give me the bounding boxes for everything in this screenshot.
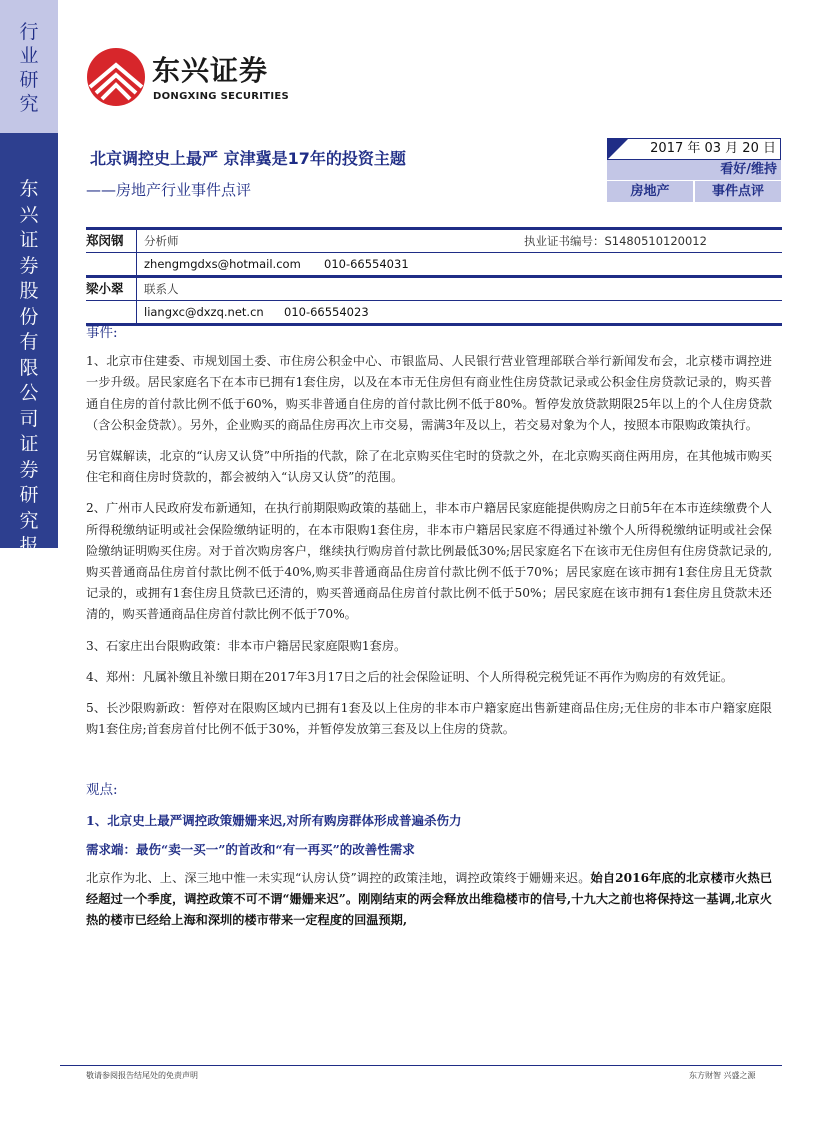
analyst-row bbox=[86, 230, 782, 252]
analyst-license: 执业证书编号：S1480510120012 bbox=[524, 234, 707, 248]
sidebar-company-char: 东 bbox=[19, 178, 39, 200]
report-title: 北京调控史上最严 京津冀是17年的投资主题 bbox=[90, 149, 406, 168]
sidebar-company-char: 有 bbox=[19, 331, 39, 353]
paragraph-normal: 北京作为北、上、深三地中惟一未实现“认房认贷”调控的政策洼地，调控政策终于姗姗来迟。 bbox=[86, 871, 591, 886]
report-subtitle: ——房地产行业事件点评 bbox=[86, 181, 252, 199]
sidebar-company-char: 究 bbox=[19, 509, 39, 532]
info-tags bbox=[607, 180, 781, 202]
footer-slogan: 东方财智 兴盛之源 bbox=[689, 1071, 756, 1080]
analyst-email[interactable]: zhengmgdxs@hotmail.com bbox=[144, 257, 301, 271]
paragraph: 3、石家庄出台限购政策：非本市户籍居民家庭限购1套房。 bbox=[86, 638, 407, 653]
sidebar-company-char: 限 bbox=[19, 356, 39, 379]
analyst-contact-row bbox=[86, 301, 782, 323]
company-logo bbox=[86, 47, 326, 109]
sidebar-company-char: 公 bbox=[19, 382, 39, 404]
analyst-email[interactable]: liangxc@dxzq.net.cn bbox=[144, 305, 264, 319]
analyst-name: 梁小翠 bbox=[86, 281, 124, 296]
paragraph: 另官媒解读，北京的“认房又认贷”中所指的代款，除了在北京购买住宅时的贷款之外，在北京购买商住两用房，在其他城市购买住宅和商住房时贷款的，都会被纳入“认房又认贷”的范围。 bbox=[86, 449, 772, 485]
sidebar-company-char: 证 bbox=[19, 433, 39, 455]
footer-disclaimer: 敬请参阅报告结尾处的免责声明 bbox=[86, 1071, 198, 1080]
analyst-contact-row bbox=[86, 253, 782, 275]
sidebar-company-char: 券 bbox=[19, 458, 39, 481]
analyst-name: 郑闵钢 bbox=[86, 233, 124, 248]
sidebar-category-char: 研 bbox=[19, 69, 39, 91]
corner-triangle-icon bbox=[608, 139, 628, 159]
report-type-tag: 事件点评 bbox=[693, 181, 781, 202]
sidebar-category-char: 究 bbox=[19, 93, 39, 115]
analyst-row bbox=[86, 278, 782, 300]
sidebar-company-char: 司 bbox=[19, 407, 39, 430]
paragraph: 5、长沙限购新政：暂停对在限购区域内已拥有1套及以上住房的非本市户籍家庭出售新建商品住房;无住房的非本市户籍家庭限购1套住房;首套房首付比例不低于30%，并暂停发放第三套及以上住房的贷款。 bbox=[86, 701, 772, 737]
rating-badge: 看好/维持 bbox=[607, 160, 781, 180]
sidebar-company-char: 研 bbox=[19, 484, 39, 506]
sidebar-category-char: 行 bbox=[19, 21, 39, 43]
sidebar-company-text bbox=[0, 177, 58, 585]
logo-cn-text: 东兴证券 bbox=[152, 54, 269, 87]
sidebar-company-char: 兴 bbox=[19, 203, 39, 226]
report-date-box bbox=[607, 138, 781, 160]
analyst-role: 联系人 bbox=[144, 282, 179, 296]
sidebar-company-char: 券 bbox=[19, 254, 39, 277]
view-point-heading: 1、北京史上最严调控政策姗姗来迟,对所有购房群体形成普遍杀伤力 bbox=[86, 812, 462, 828]
report-info-box bbox=[607, 138, 781, 204]
sector-tag: 房地产 bbox=[607, 181, 693, 202]
paragraph: 1、北京市住建委、市规划国土委、市住房公积金中心、市银监局、人民银行营业管理部联合举行新闻发布会，北京楼市调控进一步升级。居民家庭名下在本市已拥有1套住房，以及在本市无住房但有商业性住房贷款记录或公积金住房贷款记录的，购买普通自住房的首付款比例不低于60%，购买非普通自住房的首付款比例不低于80%。暂停发放贷款期限25年以上的个人住房贷款（含公积金贷款）。另外，企业购买的商品住房再次上市交易，需满3年及以上，若交易对象为个人，按照本市限购政策执行。 bbox=[86, 354, 772, 432]
logo-mark-icon bbox=[86, 47, 146, 107]
paragraph: 2、广州市人民政府发布新通知，在执行前期限购政策的基础上，非本市户籍居民家庭能提供购房之日前5年在本市连续缴费个人所得税缴纳证明或社会保险缴纳证明的，在本市限购1套住房，非本市户籍居民家庭不得通过补缴个人所得税缴纳证明或社会保险缴纳证明购买住房。对于首次购房客户，继续执行购房首付款比例最低30%;居民家庭名下在该市无住房但有住房贷款记录的,购买普通商品住房首付款比例不低于40%,购买非普通商品住房首付款比例不低于70%；居民家庭在该市拥有1套住房且无贷款记录的，或拥有1套住房且贷款已还清的，购买普通商品住房首付款比例不低于50%；居民家庭在该市拥有1套住房且贷款未还清的，购买普通商品住房首付款比例不低于70%。 bbox=[86, 501, 772, 622]
sidebar-category-char: 业 bbox=[19, 45, 39, 67]
paragraph: 4、郑州：凡属补缴且补缴日期在2017年3月17日之后的社会保险证明、个人所得税完税凭证不再作为购房的有效凭证。 bbox=[86, 669, 734, 684]
sidebar-category-text bbox=[0, 20, 58, 116]
demand-heading: 需求端：最伤“卖一买一”的首改和“有一再买”的改善性需求 bbox=[86, 841, 415, 857]
logo-en-text: DONGXING SECURITIES bbox=[153, 91, 290, 102]
sidebar-company-char: 份 bbox=[19, 305, 39, 328]
report-body bbox=[86, 323, 772, 932]
view-heading: 观点: bbox=[86, 782, 118, 799]
sidebar-company-char: 报 bbox=[19, 535, 39, 557]
analyst-phone: 010-66554023 bbox=[284, 305, 369, 319]
analyst-phone: 010-66554031 bbox=[324, 257, 409, 271]
paragraph bbox=[86, 868, 772, 932]
sidebar-company-char: 告 bbox=[19, 560, 39, 583]
paragraph-bold: 始自2016年底的北京楼市火热已经超过一个季度，调控政策不可不谓“姗姗来迟”。刚刚结束的两会释放出维稳楼市的信号,十九大之前也将保持这一基调,北京火热的楼市已经给上海和深圳的楼市带来一定程度的回温预期, bbox=[86, 871, 773, 928]
analyst-table bbox=[86, 227, 782, 326]
sidebar-company-char: 证 bbox=[19, 229, 39, 251]
event-heading: 事件: bbox=[86, 325, 118, 341]
sidebar-company bbox=[0, 133, 58, 583]
sidebar-company-char: 股 bbox=[19, 280, 39, 302]
report-date: 2017 年 03 月 20 日 bbox=[650, 141, 776, 156]
analyst-role: 分析师 bbox=[144, 234, 179, 248]
sidebar-category bbox=[0, 0, 58, 133]
footer-divider bbox=[60, 1065, 782, 1066]
